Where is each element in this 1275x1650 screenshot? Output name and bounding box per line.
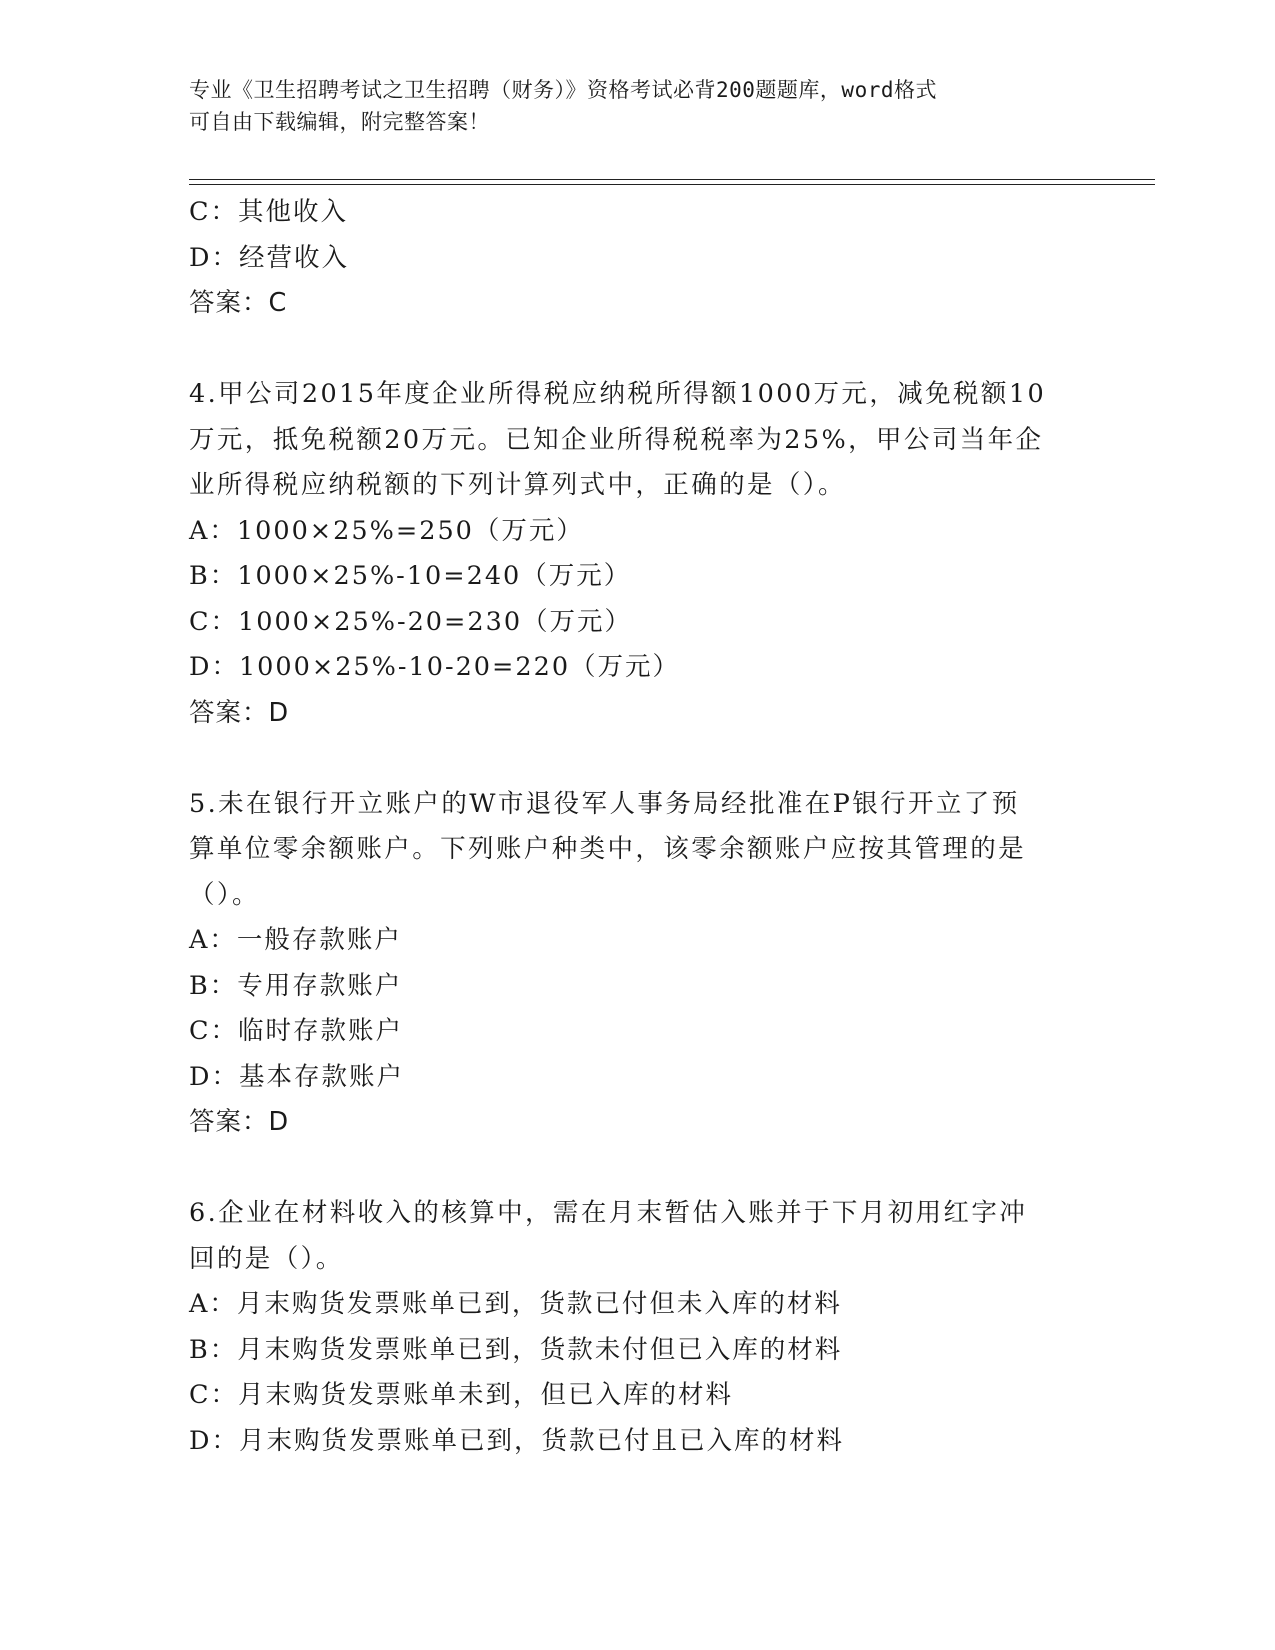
document-body: [189, 190, 1089, 1464]
question-5: [189, 782, 1089, 1146]
question-6: [189, 1191, 1089, 1464]
option-b: B：专用存款账户: [189, 970, 403, 1001]
option-a: A：一般存款账户: [189, 925, 402, 955]
question-4: [189, 372, 1089, 736]
spacer: [189, 1146, 1089, 1192]
question-block-previous: [189, 190, 1089, 327]
option-d: D：经营收入: [189, 242, 349, 273]
option-c: C：月末购货发票账单未到，但已入库的材料: [189, 1380, 734, 1410]
option-c: C：其他收入: [189, 197, 349, 227]
option-c: C：临时存款账户: [189, 1016, 404, 1046]
question-text: [189, 372, 1089, 509]
question-text: [189, 1191, 1089, 1282]
option-b: B：月末购货发票账单已到，货款未付但已入库的材料: [189, 1334, 843, 1365]
question-line: 5.未在银行开立账户的W市退役军人事务局经批准在P银行开立了预: [189, 788, 1020, 819]
question-text: [189, 782, 1089, 919]
header-line-2: 可自由下载编辑，附完整答案！: [189, 110, 490, 134]
spacer: [189, 736, 1089, 782]
option-a: A：月末购货发票账单已到，货款已付但未入库的材料: [189, 1289, 842, 1319]
option-c: C：1000×25%-20=230（万元）: [189, 606, 633, 637]
answer: 答案：C: [189, 288, 288, 318]
answer: 答案：D: [189, 1107, 290, 1137]
question-line: 4.甲公司2015年度企业所得税应纳税所得额1000万元，减免税额10: [189, 379, 1047, 409]
question-line: 6.企业在材料收入的核算中，需在月末暂估入账并于下月初用红字冲: [189, 1198, 1028, 1228]
option-b: B：1000×25%-10=240（万元）: [189, 561, 632, 591]
header-rule-bottom: [189, 184, 1155, 185]
question-line: 万元，抵免税额20万元。已知企业所得税税率为25%，甲公司当年企: [189, 424, 1044, 455]
question-line: （）。: [189, 879, 260, 910]
spacer: [189, 327, 1089, 373]
option-d: D：月末购货发票账单已到，货款已付且已入库的材料: [189, 1425, 844, 1456]
header-line-1: 专业《卫生招聘考试之卫生招聘（财务）》资格考试必背200题题库，word格式: [189, 78, 937, 102]
header-rule-top: [189, 179, 1155, 180]
option-d: D：基本存款账户: [189, 1061, 404, 1092]
question-line: 业所得税应纳税额的下列计算列式中，正确的是（）。: [189, 470, 846, 500]
answer: 答案：D: [189, 697, 290, 728]
option-d: D：1000×25%-10-20=220（万元）: [189, 652, 681, 682]
question-line: 回的是（）。: [189, 1243, 344, 1274]
option-a: A：1000×25%=250（万元）: [189, 515, 584, 546]
document-header: [189, 74, 1069, 138]
question-line: 算单位零余额账户。下列账户种类中，该零余额账户应按其管理的是: [189, 834, 1027, 864]
